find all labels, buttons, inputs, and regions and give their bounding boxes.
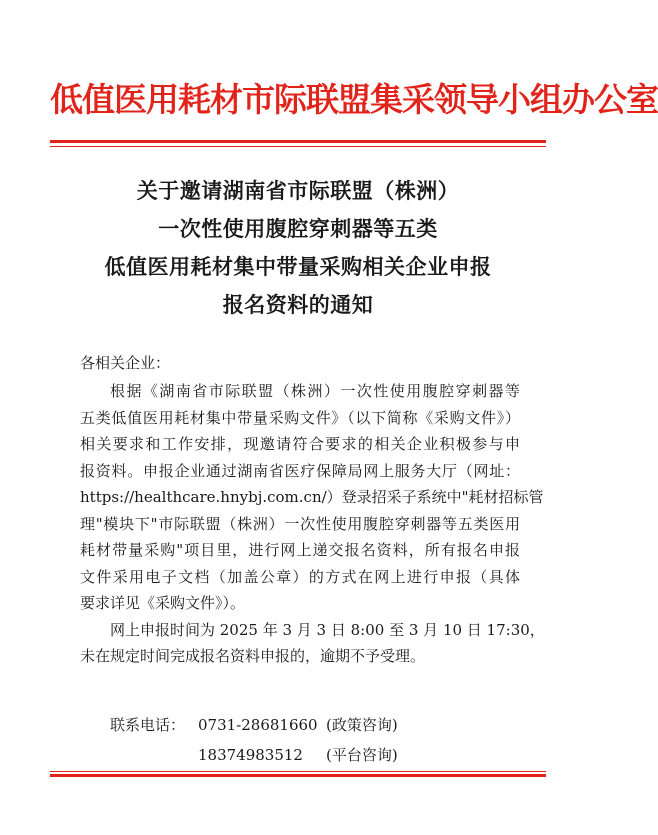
contact-line-platform (110, 744, 398, 765)
body-row: 报资料。申报企业通过湖南省医疗保障局网上服务大厅（网址： (80, 461, 520, 480)
header-rule-thin (50, 146, 546, 147)
body-row: 根据《湖南省市际联盟（株洲）一次性使用腹腔穿刺器等 (110, 382, 520, 400)
notice-body (80, 378, 545, 670)
notice-title-line: 关于邀请湖南省市际联盟（株洲） (136, 178, 460, 203)
notice-title (60, 172, 536, 324)
footer-rule-thick (50, 774, 546, 777)
body-row-url: https://healthcare.hnybj.com.cn/）登录招采子系统中"耗材招标管 (80, 488, 544, 506)
body-row: 耗材带量采购"项目里，进行网上递交报名资料，所有报名申报 (80, 541, 520, 559)
body-row: 五类低值医用耗材集中带量采购文件》（以下简称《采购文件》） (80, 408, 520, 427)
header-rule-thick (50, 140, 546, 143)
contact-note-policy: (政策咨询) (326, 716, 398, 734)
notice-title-line: 低值医用耗材集中带量采购相关企业申报 (104, 254, 492, 279)
contact-line-policy (110, 714, 398, 735)
body-row: 未在规定时间完成报名资料申报的，逾期不予受理。 (80, 647, 426, 665)
paragraph-application (80, 378, 544, 617)
notice-title-line: 报名资料的通知 (222, 292, 374, 317)
footer-rule-thin (50, 771, 546, 772)
contact-label: 联系电话： (110, 716, 186, 734)
body-row: 网上申报时间为 2025 年 3 月 3 日 8:00 至 3 月 10 日 17:30， (110, 620, 545, 639)
paragraph-deadline (80, 617, 545, 670)
body-row: 理"模块下"市际联盟（株洲）一次性使用腹腔穿刺器等五类医用 (80, 514, 520, 533)
office-header-title: 低值医用耗材市际联盟集采领导小组办公室 (50, 80, 658, 119)
body-row: 要求详见《采购文件》）。 (80, 594, 246, 612)
body-row: 相关要求和工作安排，现邀请符合要求的相关企业积极参与申 (80, 435, 520, 453)
body-row: 文件采用电子文档（加盖公章）的方式在网上进行申报（具体 (80, 567, 520, 586)
salutation: 各相关企业： (80, 354, 171, 372)
contact-phone-platform: 18374983512 (198, 746, 303, 764)
contact-phone-policy: 0731-28681660 (198, 716, 318, 734)
notice-title-line: 一次性使用腹腔穿刺器等五类 (158, 216, 438, 241)
contact-note-platform: (平台咨询) (326, 746, 398, 764)
